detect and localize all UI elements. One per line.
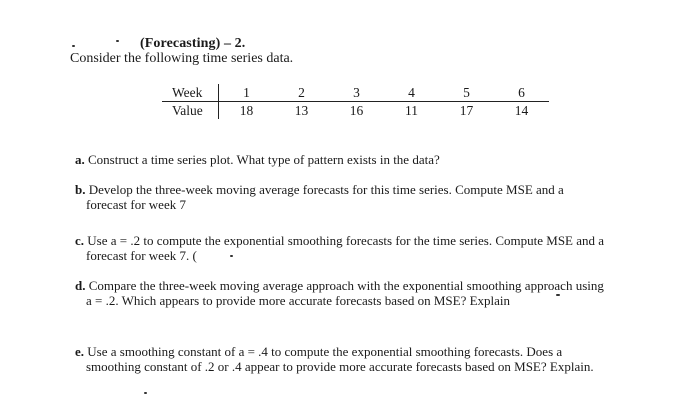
stray-mark <box>72 45 75 47</box>
question-text-continued: forecast for week 7 <box>86 197 186 212</box>
question-text-continued: a = .2. Which appears to provide more accurate forecasts based on MSE? Explain <box>86 293 511 308</box>
question-text: Use a smoothing constant of a = .4 to compute the exponential smoothing forecasts. Does a <box>87 344 563 359</box>
question-letter: e. <box>75 344 85 359</box>
value-cell: 14 <box>514 102 529 118</box>
value-cell: 13 <box>294 102 309 118</box>
stray-mark <box>144 392 147 394</box>
week-cell: 1 <box>219 84 275 102</box>
question-a <box>75 152 655 167</box>
question-letter: d. <box>75 278 86 293</box>
week-cell: 5 <box>439 84 494 102</box>
stray-mark <box>116 40 119 42</box>
question-c <box>75 233 655 263</box>
problem-intro: Consider the following time series data. <box>70 51 294 66</box>
table-row-week <box>162 84 549 102</box>
table-row-value <box>162 102 549 120</box>
question-letter: a. <box>75 152 85 167</box>
question-letter: c. <box>75 233 85 248</box>
question-b <box>75 182 655 212</box>
question-text: Construct a time series plot. What type of pattern exists in the data? <box>88 152 440 167</box>
question-text-continued: smoothing constant of .2 or .4 appear to provide more accurate forecasts based on MSE? Explain. <box>86 359 594 374</box>
stray-mark <box>230 255 233 257</box>
question-text: Use a = .2 to compute the exponential smoothing forecasts for the time series. Compute MSE and a <box>87 233 605 248</box>
problem-title: (Forecasting) – 2. <box>140 36 246 51</box>
question-text: Develop the three-week moving average forecasts for this time series. Compute MSE and a <box>88 182 564 197</box>
week-cell: 3 <box>329 84 384 102</box>
week-cell: 2 <box>274 84 329 102</box>
question-e <box>75 344 655 374</box>
week-cell: 6 <box>494 84 549 102</box>
value-cell: 16 <box>349 102 364 118</box>
row-label-week: Week <box>162 84 219 102</box>
value-cell: 18 <box>239 102 254 118</box>
stray-mark <box>556 294 560 296</box>
question-text-continued: forecast for week 7. ( <box>86 248 197 263</box>
question-letter: b. <box>75 182 86 197</box>
value-cell: 11 <box>405 102 418 118</box>
question-text: Compare the three-week moving average approach with the exponential smoothing approach using <box>88 278 604 293</box>
week-cell: 4 <box>384 84 439 102</box>
time-series-table <box>162 84 549 119</box>
question-d <box>75 278 655 308</box>
value-cell: 17 <box>459 102 474 118</box>
row-label-value: Value <box>162 102 219 120</box>
